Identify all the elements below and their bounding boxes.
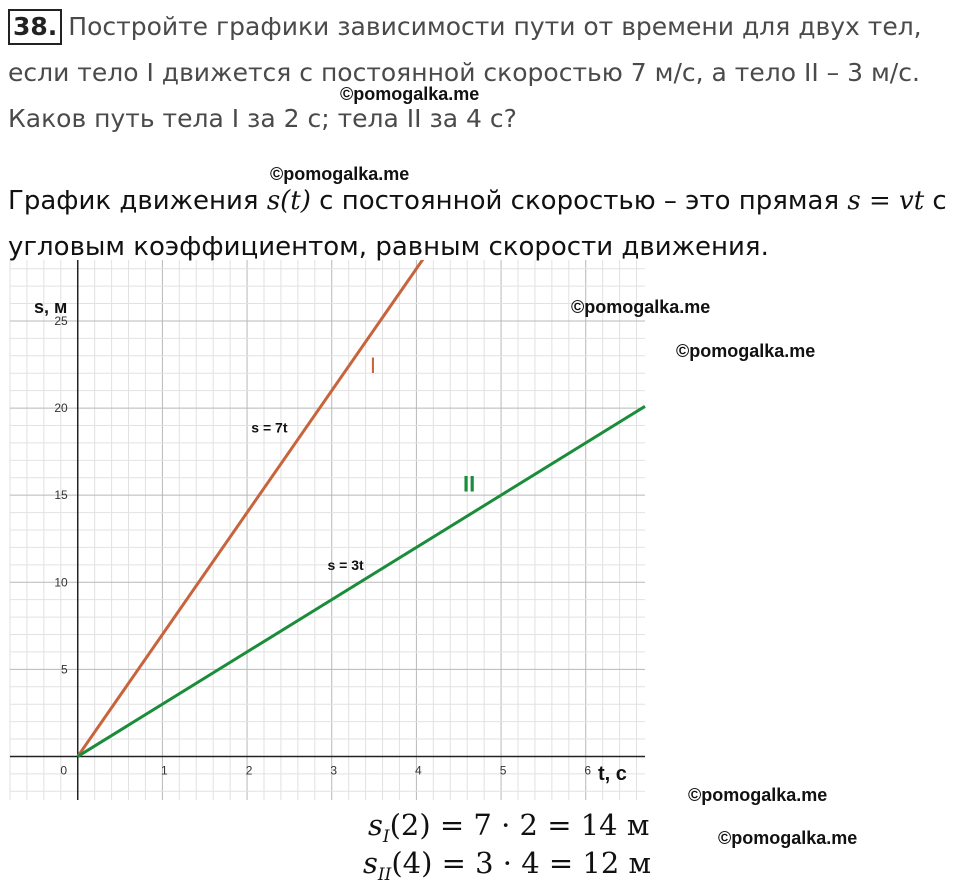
x-tick-label: 3 (330, 763, 338, 778)
series-line-i (78, 260, 434, 756)
y-tick-label: 15 (54, 488, 68, 503)
chart-tick-labels (34, 297, 627, 785)
problem-number: 38. (8, 9, 62, 45)
distance-time-chart (0, 260, 660, 802)
x-tick-label: 2 (245, 763, 253, 778)
explanation (8, 178, 953, 270)
result-subscript: I (382, 826, 390, 847)
y-tick-label: 25 (54, 313, 68, 328)
series-name-label: II (462, 471, 476, 497)
watermark: ©pomogalka.me (688, 785, 828, 805)
y-tick-label: 5 (61, 662, 68, 677)
series-name-label: I (369, 353, 376, 379)
watermark: ©pomogalka.me (571, 297, 711, 317)
result-s: s (363, 846, 378, 880)
x-tick-label: 5 (499, 763, 507, 778)
result-s: s (368, 808, 383, 842)
watermark: ©pomogalka.me (340, 84, 480, 104)
watermark: ©pomogalka.me (270, 164, 410, 184)
series-formula-label: s = 7t (251, 419, 288, 436)
formula-s-vt: s = vt (847, 186, 925, 216)
y-tick-label: 10 (54, 575, 68, 590)
x-tick-label: 0 (60, 763, 68, 778)
problem-statement (8, 4, 953, 142)
result-equation: (4) = 3 · 4 = 12 м (391, 846, 652, 880)
y-axis-label: s, м (34, 297, 68, 317)
x-tick-label: 1 (161, 763, 168, 778)
x-tick-label: 6 (584, 763, 592, 778)
result-body-2 (363, 846, 651, 885)
chart-annotations (251, 353, 475, 573)
formula-s-of-t: s(t) (266, 186, 311, 216)
explanation-text: График движения (8, 186, 267, 216)
result-subscript: II (377, 864, 392, 885)
y-tick-label: 20 (54, 401, 68, 416)
x-axis-label: t, с (598, 763, 627, 785)
x-tick-label: 4 (415, 763, 422, 778)
explanation-text: с угловым коэффициентом, равным скорости движения. (8, 186, 947, 262)
watermark: ©pomogalka.me (718, 828, 858, 848)
watermark: ©pomogalka.me (676, 341, 816, 361)
result-equation: (2) = 7 · 2 = 14 м (389, 808, 650, 842)
series-formula-label: s = 3t (327, 557, 364, 574)
explanation-text: с постоянной скоростью – это прямая (310, 186, 848, 216)
result-body-1 (368, 808, 649, 847)
problem-text: Постройте графики зависимости пути от времени для двух тел, если тело I движется с постоянной скоростью 7 м/с, а тело II – 3 м/с. Каков путь тела I за 2 с; тела II за 4 с? (8, 12, 922, 133)
